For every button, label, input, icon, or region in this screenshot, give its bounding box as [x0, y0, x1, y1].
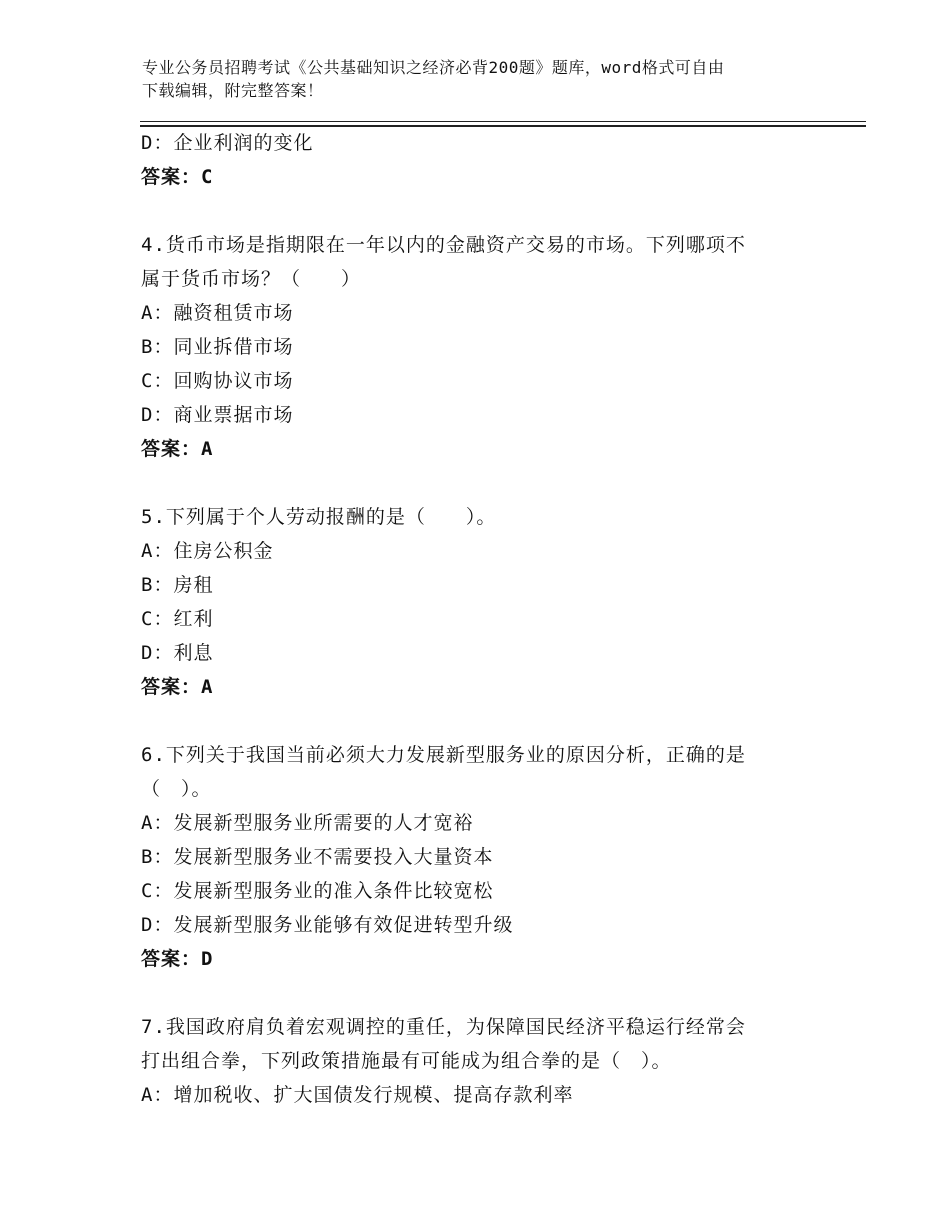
option-a: A：住房公积金 [141, 540, 274, 562]
question-stem-continued: 属于货币市场？（ ） [141, 268, 362, 290]
question-stem: 5.下列属于个人劳动报酬的是（ ）。 [141, 506, 497, 528]
option-a: A：融资租赁市场 [141, 302, 294, 324]
option-d: D：商业票据市场 [141, 404, 294, 426]
option-d: D：发展新型服务业能够有效促进转型升级 [141, 914, 514, 936]
answer: 答案：C [141, 166, 214, 188]
option-b: B：同业拆借市场 [141, 336, 294, 358]
question-stem: 6.下列关于我国当前必须大力发展新型服务业的原因分析，正确的是 [141, 744, 746, 766]
question-4 [141, 228, 811, 466]
option-d: D：企业利润的变化 [141, 132, 314, 154]
header-line-2: 下载编辑，附完整答案！ [142, 81, 324, 100]
answer: 答案：A [141, 676, 214, 698]
question-list [141, 126, 811, 1112]
option-a: A：增加税收、扩大国债发行规模、提高存款利率 [141, 1084, 574, 1106]
option-c: C：发展新型服务业的准入条件比较宽松 [141, 880, 494, 902]
spacer [141, 976, 811, 1010]
question-stem-continued: 打出组合拳，下列政策措施最有可能成为组合拳的是（ ）。 [141, 1050, 672, 1072]
question-stem: 4.货币市场是指期限在一年以内的金融资产交易的市场。下列哪项不 [141, 234, 746, 256]
page-header [142, 56, 802, 102]
option-b: B：发展新型服务业不需要投入大量资本 [141, 846, 494, 868]
question-7 [141, 1010, 811, 1112]
option-c: C：红利 [141, 608, 214, 630]
option-b: B：房租 [141, 574, 214, 596]
question-5 [141, 500, 811, 704]
header-rule-thin [140, 121, 866, 122]
option-c: C：回购协议市场 [141, 370, 294, 392]
question-3 [141, 126, 811, 194]
answer: 答案：A [141, 438, 214, 460]
question-6 [141, 738, 811, 976]
question-stem-continued: （ ）。 [141, 778, 212, 800]
header-line-1: 专业公务员招聘考试《公共基础知识之经济必背200题》题库，word格式可自由 [142, 58, 725, 77]
question-stem: 7.我国政府肩负着宏观调控的重任，为保障国民经济平稳运行经常会 [141, 1016, 746, 1038]
spacer [141, 704, 811, 738]
spacer [141, 194, 811, 228]
answer: 答案：D [141, 948, 214, 970]
option-d: D：利息 [141, 642, 214, 664]
spacer [141, 466, 811, 500]
option-a: A：发展新型服务业所需要的人才宽裕 [141, 812, 474, 834]
